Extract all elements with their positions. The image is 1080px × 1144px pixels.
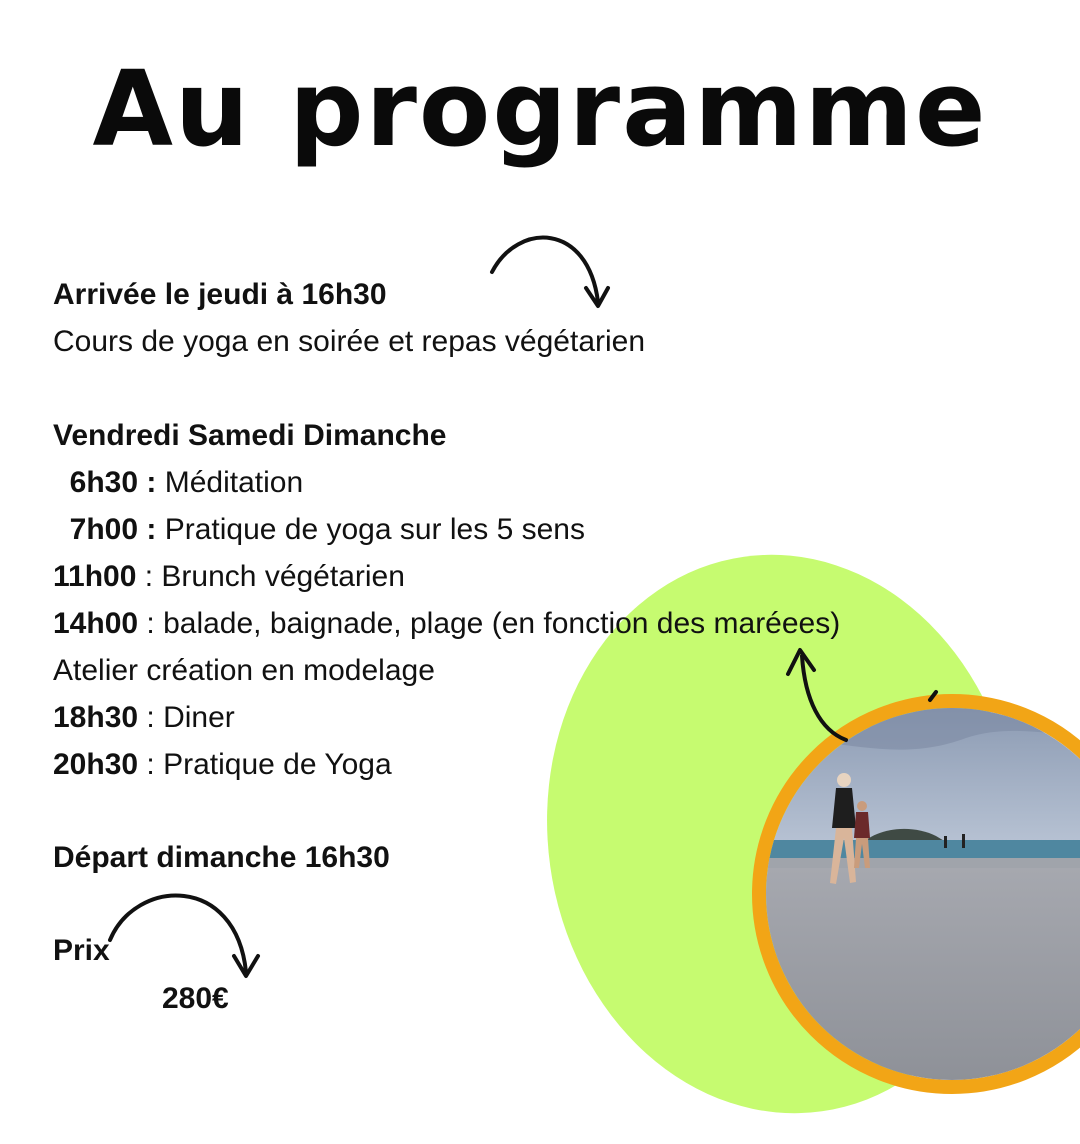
schedule-row: 18h30 : Diner (53, 701, 235, 734)
price-value: 280€ (162, 982, 229, 1015)
schedule-row: 20h30 : Pratique de Yoga (53, 748, 392, 781)
curved-arrow-icon (488, 230, 618, 315)
departure-text: Départ dimanche 16h30 (53, 841, 390, 874)
arrival-text: Cours de yoga en soirée et repas végétarien (53, 325, 646, 358)
schedule-row: 6h30 : Méditation (53, 466, 304, 499)
arrival-heading: Arrivée le jeudi à 16h30 (53, 278, 387, 311)
schedule-row: Atelier création en modelage (53, 654, 435, 687)
schedule-row: 11h00 : Brunch végétarien (53, 560, 405, 593)
schedule-row: 7h00 : Pratique de yoga sur les 5 sens (53, 513, 585, 546)
curved-arrow-icon (106, 884, 266, 984)
price-label: Prix (53, 934, 110, 967)
schedule-row: 14h00 : balade, baignade, plage (en fonction des maréees) (53, 607, 841, 640)
page-title: Au programme (92, 48, 988, 170)
days-heading: Vendredi Samedi Dimanche (53, 419, 447, 452)
curved-arrow-icon (780, 640, 940, 750)
